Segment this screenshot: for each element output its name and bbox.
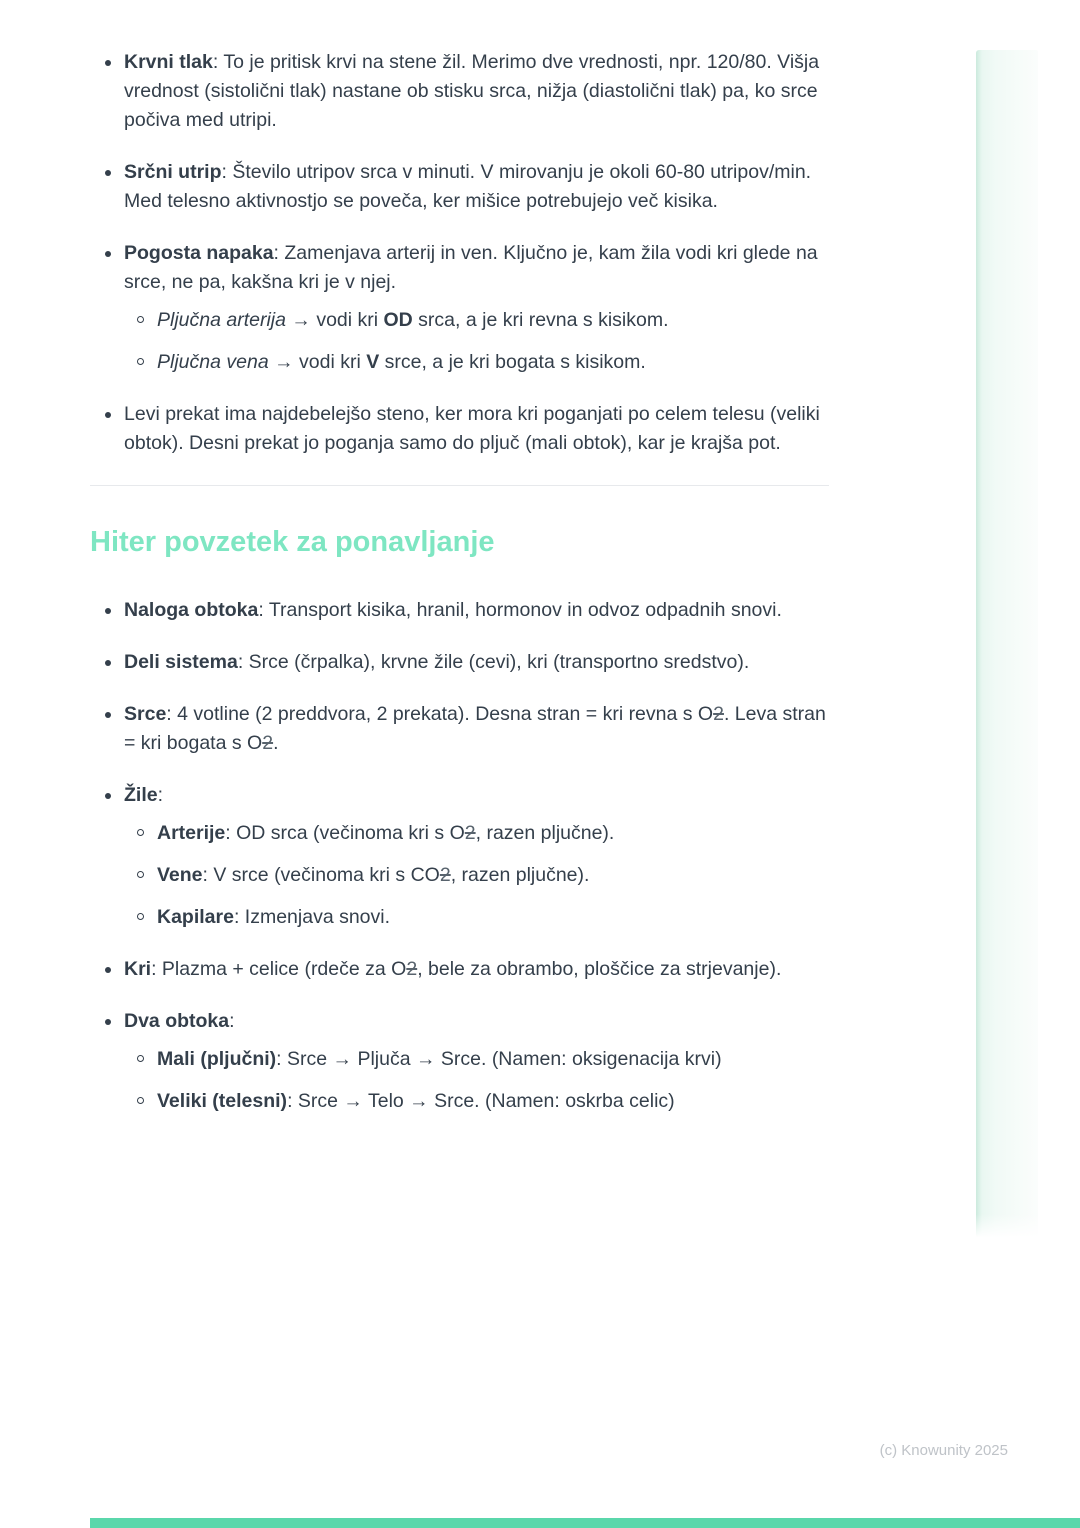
text-run: : To je pritisk krvi na stene žil. Merimo dve vrednosti, npr. 120/80. Višja vrednost (sistolični tlak) nastane ob stisku srca, nižja (diastolični tlak) pa, ko srce počiva med utripi. — [124, 51, 820, 131]
list-item-text — [124, 781, 832, 810]
text-run: : Srce → Telo → Srce. (Namen: oskrba celic) — [287, 1090, 675, 1112]
text-run: → vodi kri — [285, 309, 384, 331]
text-run: OD — [383, 309, 413, 331]
list-item — [90, 596, 832, 625]
list-item — [90, 239, 832, 377]
text-run: : OD srca (večinoma kri s O — [225, 822, 465, 844]
text-run: , bele za obrambo, ploščice za strjevanje). — [417, 958, 782, 980]
text-run: Srčni utrip — [124, 161, 222, 183]
list-item — [90, 48, 832, 135]
list-item — [90, 158, 832, 216]
list-item — [90, 955, 832, 984]
text-run: : Izmenjava snovi. — [233, 906, 391, 928]
strikethrough-text: 2 — [406, 958, 418, 980]
strikethrough-text: 2 — [713, 703, 724, 725]
list-item-text — [124, 400, 832, 458]
text-run: Kri — [124, 958, 152, 980]
list-item-text — [124, 48, 832, 135]
text-run: Vene — [157, 864, 203, 886]
sub-list-item-text — [157, 903, 832, 932]
strikethrough-text: 2 — [464, 822, 476, 844]
sub-list — [124, 1045, 832, 1116]
summary-list — [90, 596, 832, 1116]
text-run: , razen pljučne). — [450, 864, 590, 886]
strikethrough-text: 2 — [439, 864, 451, 886]
text-run: Pljučna arterija — [157, 309, 286, 331]
text-run: . Leva stran = kri bogata s O — [124, 703, 826, 754]
text-run: : V srce (večinoma kri s CO — [202, 864, 440, 886]
list-item-text — [124, 239, 832, 297]
text-run: Pljučna vena — [157, 351, 269, 373]
sub-list-item — [124, 819, 832, 848]
sub-list-item — [124, 1045, 832, 1074]
list-item — [90, 400, 832, 458]
section-divider — [90, 485, 829, 486]
text-run: srce, a je kri bogata s kisikom. — [379, 351, 646, 373]
section-heading: Hiter povzetek za ponavljanje — [90, 526, 495, 558]
text-run: Mali (pljučni) — [157, 1048, 277, 1070]
text-run: : Transport kisika, hranil, hormonov in odvoz odpadnih snovi. — [258, 599, 782, 621]
text-run: : Zamenjava arterij in ven. Ključno je, kam žila vodi kri glede na srce, ne pa, kakšna kri je v njej. — [124, 242, 818, 293]
text-run: : — [229, 1010, 235, 1032]
list-item-text — [124, 648, 832, 677]
text-run: Arterije — [157, 822, 226, 844]
copyright-footer: (c) Knowunity 2025 — [879, 1442, 1008, 1459]
list-item-text — [124, 158, 832, 216]
text-run: Naloga obtoka — [124, 599, 259, 621]
sub-list-item — [124, 861, 832, 890]
text-run: → vodi kri — [268, 351, 367, 373]
sub-list-item-text — [157, 348, 832, 377]
text-run: : 4 votline (2 preddvora, 2 prekata). Desna stran = kri revna s O — [166, 703, 714, 725]
text-run: Srce — [124, 703, 167, 725]
right-accent-band — [976, 50, 1038, 1238]
text-run: Žile — [124, 784, 158, 806]
sub-list-item — [124, 306, 832, 335]
text-run: Levi prekat ima najdebelejšo steno, ker mora kri poganjati po celem telesu (veliki obtok). Desni prekat jo poganja samo do pljuč (mali obtok), kar je krajša pot. — [124, 403, 820, 454]
text-run: Veliki (telesni) — [157, 1090, 288, 1112]
notes-list — [90, 48, 832, 458]
text-run: . — [273, 732, 279, 754]
sub-list — [124, 306, 832, 377]
text-run: , razen pljučne). — [475, 822, 615, 844]
document-content — [90, 48, 832, 1139]
sub-list-item-text — [157, 861, 832, 890]
text-run: Pogosta napaka — [124, 242, 274, 264]
list-item — [90, 700, 832, 758]
list-item-text — [124, 955, 832, 984]
bottom-accent-bar — [90, 1518, 1080, 1528]
sub-list — [124, 819, 832, 932]
strikethrough-text: 2 — [262, 732, 274, 754]
list-item-text — [124, 596, 832, 625]
text-run: srca, a je kri revna s kisikom. — [412, 309, 669, 331]
list-item — [90, 648, 832, 677]
text-run: Dva obtoka — [124, 1010, 230, 1032]
sub-list-item-text — [157, 1087, 832, 1116]
list-item — [90, 1007, 832, 1116]
text-run: : Srce → Pljuča → Srce. (Namen: oksigenacija krvi) — [276, 1048, 722, 1070]
text-run: : Srce (črpalka), krvne žile (cevi), kri (transportno sredstvo). — [237, 651, 750, 673]
list-item-text — [124, 700, 832, 758]
sub-list-item-text — [157, 306, 832, 335]
sub-list-item — [124, 1087, 832, 1116]
sub-list-item — [124, 903, 832, 932]
text-run: Deli sistema — [124, 651, 238, 673]
list-item — [90, 781, 832, 932]
text-run: : — [157, 784, 164, 806]
list-item-text — [124, 1007, 832, 1036]
text-run: V — [366, 351, 380, 373]
text-run: : Plazma + celice (rdeče za O — [151, 958, 407, 980]
text-run: : Število utripov srca v minuti. V mirovanju je okoli 60-80 utripov/min. Med telesno aktivnostjo se poveča, ker mišice potrebujejo več kisika. — [124, 161, 812, 212]
sub-list-item-text — [157, 1045, 832, 1074]
text-run: Kapilare — [157, 906, 234, 928]
sub-list-item — [124, 348, 832, 377]
sub-list-item-text — [157, 819, 832, 848]
text-run: Krvni tlak — [124, 51, 213, 73]
